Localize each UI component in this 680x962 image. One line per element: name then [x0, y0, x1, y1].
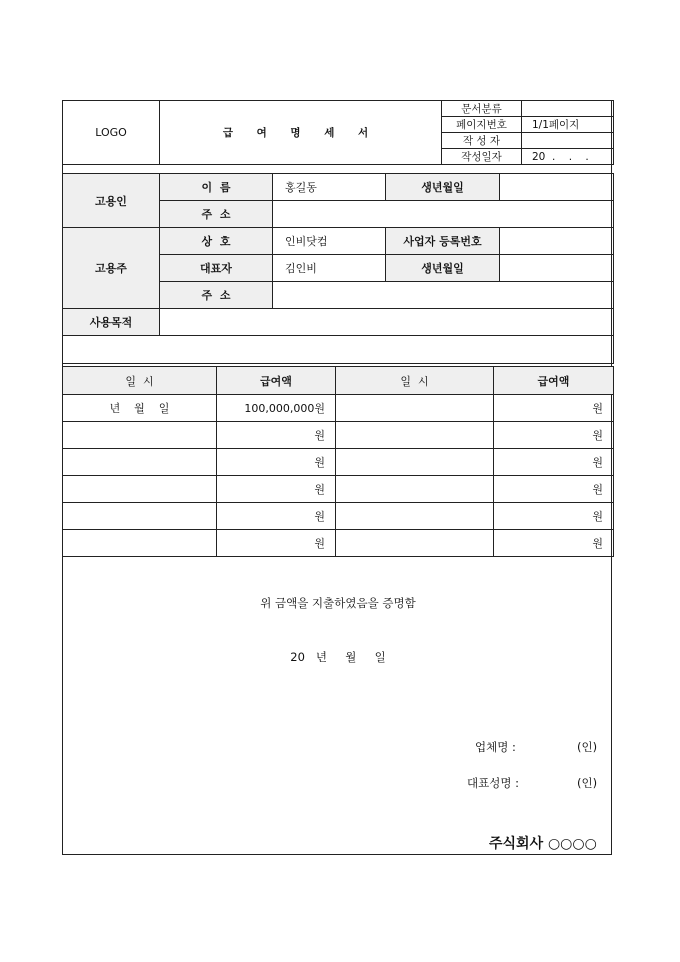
issue-date: 20 년 월 일 [290, 650, 386, 664]
document-title: 급 여 명 세 서 [160, 101, 442, 165]
meta-value[interactable]: 20 . . . [522, 149, 614, 165]
column-header: 일 시 [336, 367, 494, 395]
amount-cell[interactable]: 원 [494, 422, 614, 449]
company-label: 상 호 [160, 228, 273, 255]
employee-address-field[interactable] [273, 201, 614, 228]
payments-table [62, 366, 614, 557]
company-name-label: 업체명 : [475, 740, 516, 754]
name-label: 이 름 [160, 174, 273, 201]
certify-text: 위 금액을 지출하였음을 증명함 [260, 596, 416, 610]
amount-cell[interactable]: 원 [494, 449, 614, 476]
date-cell[interactable]: 년 월 일 [63, 395, 217, 422]
pay-statement-document [62, 100, 612, 855]
amount-cell[interactable]: 원 [217, 503, 336, 530]
table-row [63, 503, 614, 530]
meta-label: 페이지번호 [442, 117, 522, 133]
header-table [62, 100, 614, 165]
amount-cell[interactable]: 원 [494, 476, 614, 503]
logo: LOGO [63, 101, 160, 165]
company-seal: (인) [577, 740, 598, 754]
column-header: 급여액 [217, 367, 336, 395]
address-label: 주 소 [160, 282, 273, 309]
column-header: 급여액 [494, 367, 614, 395]
employer-section-label: 고용주 [63, 228, 160, 309]
meta-value[interactable] [522, 133, 614, 149]
table-row [63, 476, 614, 503]
date-cell[interactable] [336, 449, 494, 476]
rep-seal: (인) [577, 776, 598, 790]
meta-label: 작성일자 [442, 149, 522, 165]
purpose-label: 사용목적 [63, 309, 160, 336]
birth-label: 생년월일 [386, 174, 500, 201]
date-cell[interactable] [336, 476, 494, 503]
table-row [63, 449, 614, 476]
date-cell[interactable] [336, 422, 494, 449]
purpose-field[interactable] [160, 309, 614, 336]
column-header: 일 시 [63, 367, 217, 395]
rep-name-label: 대표성명 : [467, 776, 519, 790]
employer-address-field[interactable] [273, 282, 614, 309]
date-cell[interactable] [336, 503, 494, 530]
parties-table [62, 173, 614, 364]
employee-name-field[interactable]: 홍길동 [273, 174, 386, 201]
table-row [63, 395, 614, 422]
amount-cell[interactable]: 원 [494, 530, 614, 557]
amount-cell[interactable]: 100,000,000원 [217, 395, 336, 422]
birth-label: 생년월일 [386, 255, 500, 282]
rep-field[interactable]: 김인비 [273, 255, 386, 282]
employer-birth-field[interactable] [500, 255, 614, 282]
spacer-row [63, 336, 614, 364]
amount-cell[interactable]: 원 [217, 530, 336, 557]
company-field[interactable]: 인비닷컴 [273, 228, 386, 255]
employee-birth-field[interactable] [500, 174, 614, 201]
date-cell[interactable] [336, 395, 494, 422]
amount-cell[interactable]: 원 [217, 422, 336, 449]
meta-value[interactable] [522, 101, 614, 117]
amount-cell[interactable]: 원 [494, 395, 614, 422]
amount-cell[interactable]: 원 [217, 449, 336, 476]
rep-label: 대표자 [160, 255, 273, 282]
company-signature: 주식회사 ○○○○ [489, 836, 597, 852]
date-cell[interactable] [63, 530, 217, 557]
address-label: 주 소 [160, 201, 273, 228]
table-row [63, 530, 614, 557]
meta-value[interactable]: 1/1페이지 [522, 117, 614, 133]
amount-cell[interactable]: 원 [217, 476, 336, 503]
bizno-field[interactable] [500, 228, 614, 255]
employee-section-label: 고용인 [63, 174, 160, 228]
meta-label: 작 성 자 [442, 133, 522, 149]
date-cell[interactable] [63, 422, 217, 449]
amount-cell[interactable]: 원 [494, 503, 614, 530]
bizno-label: 사업자 등록번호 [386, 228, 500, 255]
table-row [63, 422, 614, 449]
meta-label: 문서분류 [442, 101, 522, 117]
date-cell[interactable] [63, 449, 217, 476]
date-cell[interactable] [63, 476, 217, 503]
date-cell[interactable] [63, 503, 217, 530]
date-cell[interactable] [336, 530, 494, 557]
